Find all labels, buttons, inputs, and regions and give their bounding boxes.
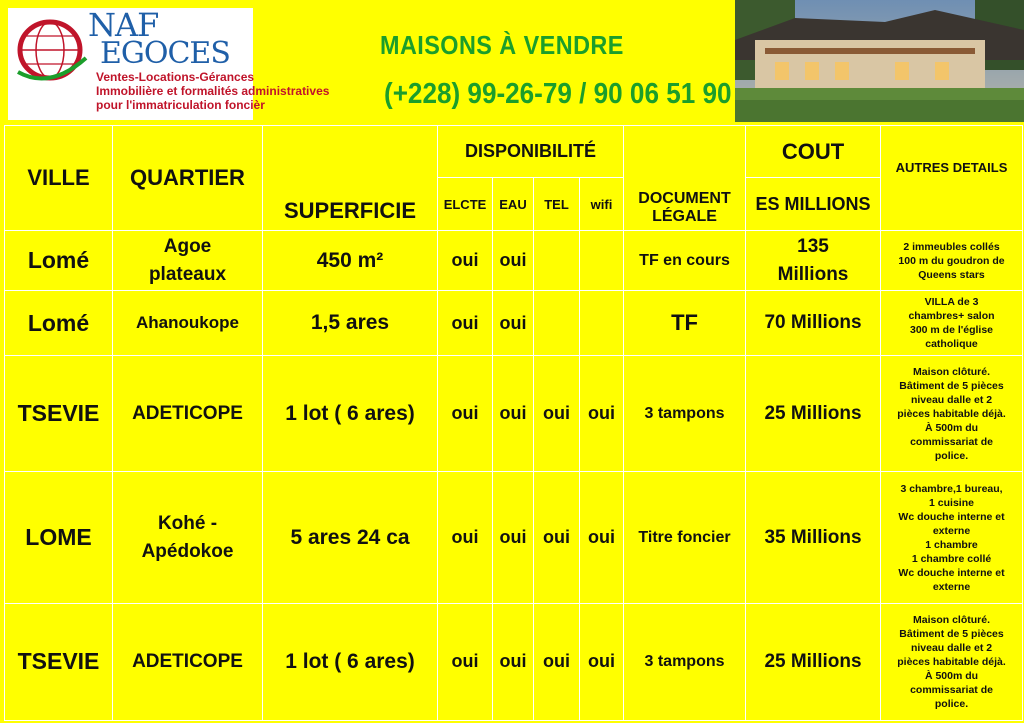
details-line: externe: [932, 524, 971, 537]
details-line: chambres+ salon: [908, 310, 995, 323]
cell-cout: [746, 231, 881, 291]
header-document-line2: LÉGALE: [652, 208, 717, 225]
table-row: [5, 472, 1023, 603]
details-line: Queens stars: [918, 268, 985, 281]
table-row: [5, 356, 1023, 472]
header-wifi: wifi: [580, 178, 624, 231]
cell-document: TF: [624, 291, 746, 356]
header-disponibilite: DISPONIBILITÉ: [438, 126, 624, 178]
cell-cout-line1: 35 Millions: [764, 526, 862, 548]
header-quartier: QUARTIER: [113, 126, 263, 231]
cell-quartier-line1: Agoe: [163, 235, 212, 257]
header-tel: TEL: [534, 178, 580, 231]
cell-superficie: 1,5 ares: [263, 291, 438, 356]
house-photo: [735, 0, 1024, 122]
details-line: À 500m du: [924, 421, 979, 434]
details-line: Bâtiment de 5 pièces: [899, 379, 1004, 392]
cell-quartier-line1: ADETICOPE: [132, 650, 243, 672]
cell-document: TF en cours: [624, 231, 746, 291]
cell-document: Titre foncier: [624, 472, 746, 603]
details-line: pièces habitable déjà.: [897, 655, 1006, 668]
cell-ville: LOME: [5, 472, 113, 603]
cell-wifi: oui: [580, 356, 624, 472]
details-line: 1 chambre: [925, 538, 978, 551]
cell-cout-line2: Millions: [777, 263, 849, 285]
tagline-line1: Ventes-Locations-Gérances: [96, 70, 255, 84]
details-line: commissariat de: [910, 683, 993, 696]
table-row: [5, 291, 1023, 356]
details-line: catholique: [925, 338, 978, 351]
details-line: À 500m du: [924, 669, 979, 682]
details-line: niveau dalle et 2: [910, 641, 993, 654]
cell-quartier-line1: Kohé -: [157, 512, 218, 534]
cell-wifi: oui: [580, 472, 624, 603]
header-document: [624, 126, 746, 231]
phone-numbers: (+228) 99-26-79 / 90 06 51 90: [384, 78, 732, 110]
cell-tel: [534, 231, 580, 291]
cell-wifi: [580, 291, 624, 356]
tagline-line2: Immobilière et formalités administratives: [96, 84, 330, 98]
cell-cout: [746, 356, 881, 472]
cell-cout: [746, 291, 881, 356]
company-logo: [8, 6, 330, 120]
cell-cout: [746, 603, 881, 720]
cell-eau: oui: [493, 291, 534, 356]
header-cout-unit: ES MILLIONS: [746, 178, 881, 231]
details-line: Wc douche interne et: [898, 566, 1005, 579]
cell-tel: oui: [534, 472, 580, 603]
cell-eau: oui: [493, 603, 534, 720]
cell-quartier: [113, 356, 263, 472]
page-title: MAISONS À VENDRE: [380, 30, 624, 60]
cell-superficie: 5 ares 24 ca: [263, 472, 438, 603]
details-line: pièces habitable déjà.: [897, 407, 1006, 420]
details-line: VILLA de 3: [924, 296, 979, 309]
header-elcte: ELCTE: [438, 178, 493, 231]
property-listing-table: [4, 125, 1023, 721]
table-row: [5, 231, 1023, 291]
cell-elcte: oui: [438, 356, 493, 472]
details-line: 100 m du goudron de: [898, 254, 1005, 267]
cell-document: 3 tampons: [624, 356, 746, 472]
cell-cout-line1: 70 Millions: [764, 312, 862, 334]
cell-cout-line1: 25 Millions: [764, 402, 862, 424]
details-line: 1 cuisine: [929, 496, 974, 509]
cell-ville: TSEVIE: [5, 603, 113, 720]
cell-quartier-line2: Apédokoe: [141, 540, 234, 562]
cell-superficie: 1 lot ( 6 ares): [263, 603, 438, 720]
cell-quartier: [113, 291, 263, 356]
cell-details: [881, 231, 1023, 291]
cell-cout-line1: 135: [797, 235, 829, 257]
cell-cout: [746, 472, 881, 603]
table-row: [5, 603, 1023, 720]
cell-superficie: 450 m²: [263, 231, 438, 291]
details-line: Maison clôturé.: [913, 613, 991, 626]
cell-wifi: [580, 231, 624, 291]
cell-eau: oui: [493, 231, 534, 291]
cell-ville: TSEVIE: [5, 356, 113, 472]
cell-elcte: oui: [438, 231, 493, 291]
cell-wifi: oui: [580, 603, 624, 720]
header-details: AUTRES DETAILS: [881, 126, 1023, 231]
header-cout: COUT: [746, 126, 881, 178]
cell-superficie: 1 lot ( 6 ares): [263, 356, 438, 472]
cell-quartier-line1: ADETICOPE: [132, 402, 243, 424]
cell-tel: [534, 291, 580, 356]
details-line: Wc douche interne et: [898, 510, 1005, 523]
cell-details: [881, 472, 1023, 603]
header-eau: EAU: [493, 178, 534, 231]
details-line: niveau dalle et 2: [910, 393, 993, 406]
cell-ville: Lomé: [5, 231, 113, 291]
details-line: 1 chambre collé: [911, 552, 992, 565]
cell-cout-line1: 25 Millions: [764, 650, 862, 672]
globe-logo-icon: [12, 12, 88, 84]
cell-tel: oui: [534, 356, 580, 472]
tagline-line3: pour l'immatriculation foncièr: [96, 98, 265, 112]
cell-tel: oui: [534, 603, 580, 720]
details-line: 300 m de l'église: [909, 324, 994, 337]
brand-name-line1: NAF: [88, 6, 159, 44]
brand-tagline: [96, 70, 396, 112]
cell-details: [881, 603, 1023, 720]
cell-details: [881, 291, 1023, 356]
cell-document: 3 tampons: [624, 603, 746, 720]
header-ville: VILLE: [5, 126, 113, 231]
cell-details: [881, 356, 1023, 472]
details-line: Bâtiment de 5 pièces: [899, 627, 1004, 640]
cell-ville: Lomé: [5, 291, 113, 356]
details-line: 3 chambre,1 bureau,: [900, 482, 1003, 495]
details-line: police.: [934, 449, 969, 462]
details-line: police.: [934, 697, 969, 710]
cell-elcte: oui: [438, 291, 493, 356]
header-superficie: SUPERFICIE: [263, 126, 438, 231]
cell-quartier: [113, 603, 263, 720]
brand-name-line2: EGOCES: [100, 36, 230, 71]
cell-quartier: [113, 472, 263, 603]
cell-quartier-line2: plateaux: [148, 263, 227, 285]
cell-quartier-line1: Ahanoukope: [136, 313, 239, 333]
details-line: 2 immeubles collés: [903, 240, 1000, 253]
cell-quartier: [113, 231, 263, 291]
details-line: externe: [932, 580, 971, 593]
cell-eau: oui: [493, 356, 534, 472]
cell-elcte: oui: [438, 603, 493, 720]
header-document-line1: DOCUMENT: [638, 190, 731, 207]
details-line: commissariat de: [910, 435, 993, 448]
cell-elcte: oui: [438, 472, 493, 603]
details-line: Maison clôturé.: [913, 365, 991, 378]
cell-eau: oui: [493, 472, 534, 603]
